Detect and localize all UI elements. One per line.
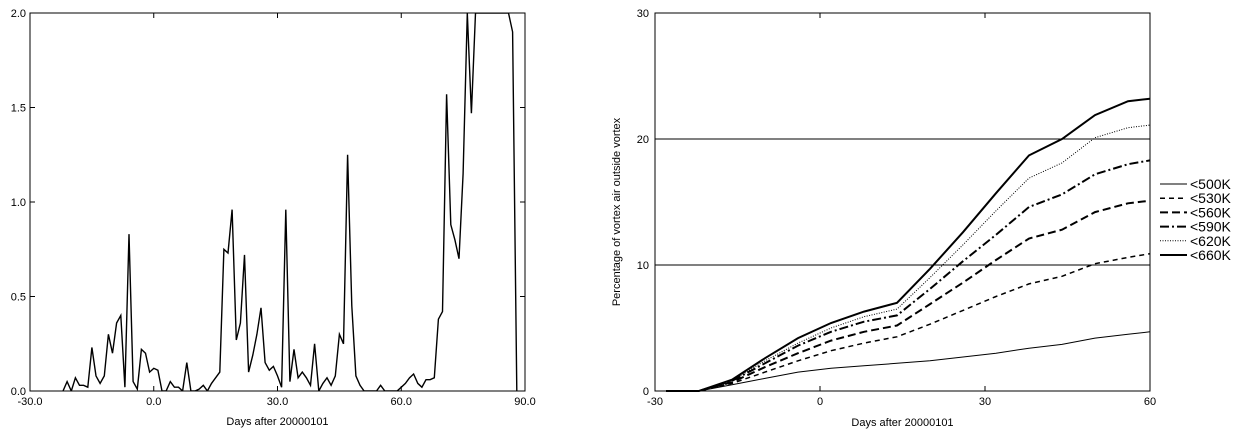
x-tick-label: 60.0 [390, 396, 412, 408]
series-line-0 [666, 332, 1150, 391]
x-tick-label: 90.0 [514, 396, 536, 408]
legend-label: <620K [1190, 232, 1231, 249]
legend-label: <530K [1190, 190, 1231, 207]
legend-label: <500K [1190, 176, 1231, 192]
chart-right [611, 8, 1232, 429]
series-line-4 [666, 125, 1150, 391]
x-axis-label: Days after 20000101 [226, 416, 329, 428]
y-tick-label: 0.5 [10, 291, 26, 304]
series-line-3 [666, 160, 1150, 391]
y-tick-label: 0.0 [10, 386, 26, 398]
legend-label: <590K [1190, 218, 1231, 235]
x-axis-label: Days after 20000101 [851, 417, 954, 429]
series-line-5 [666, 99, 1150, 391]
y-tick-label: 30 [636, 8, 649, 20]
y-axis-label: Percentage of vortex air outside vortex [611, 117, 623, 307]
legend-label: <660K [1190, 247, 1231, 263]
y-tick-label: 1.5 [10, 102, 26, 115]
legend-label: <560K [1190, 204, 1231, 221]
series-line-1 [666, 254, 1150, 391]
x-tick-label: -30 [647, 396, 663, 408]
x-tick-label: 0 [816, 396, 824, 408]
y-tick-label: 20 [636, 134, 649, 146]
x-tick-label: 30 [978, 396, 992, 408]
y-tick-label: 0 [642, 386, 649, 398]
y-tick-label: 10 [636, 260, 649, 272]
x-tick-label: 30.0 [266, 396, 289, 408]
x-tick-label: -30.0 [17, 396, 43, 408]
x-tick-label: 0.0 [146, 396, 162, 408]
y-tick-label: 2.0 [10, 8, 26, 20]
series-line-0 [63, 13, 517, 391]
x-tick-label: 60 [1143, 396, 1157, 408]
y-tick-label: 1.0 [10, 197, 26, 209]
chart-left [11, 8, 536, 428]
